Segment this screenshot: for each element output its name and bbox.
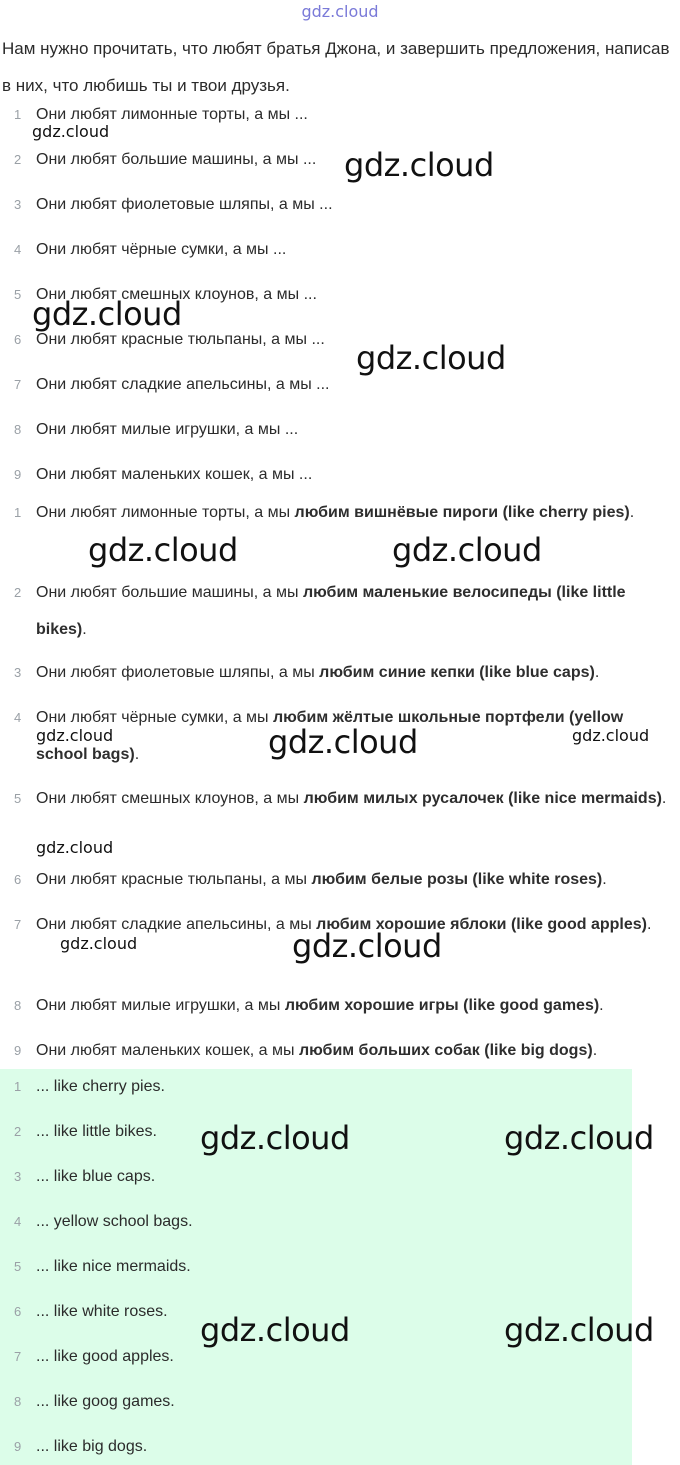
item-number: 7 [14,917,22,932]
answer-highlight: любим милых русалочек (like nice mermaids) [303,790,662,807]
answer-highlight: любим синие кепки (like blue caps) [319,664,595,681]
answer-highlight: любим хорошие игры (like good games) [284,997,600,1014]
item-text: Они любят чёрные сумки, а мы любим жёлтые школьные портфели (yellow school bags). [36,709,624,763]
item-text: Они любят смешных клоунов, а мы ... [36,286,317,303]
item-text: Они любят большие машины, а мы любим маленькие велосипеды (like little bikes). [36,584,626,638]
site-brand[interactable]: gdz.cloud [301,2,379,21]
watermark: gdz.cloud [572,726,650,745]
watermark: gdz.cloud [32,295,182,333]
answer-highlight: любим маленькие велосипеды (like little bikes) [36,584,626,638]
item-text: Они любят милые игрушки, а мы любим хорошие игры (like good games). [36,997,604,1014]
item-number: 2 [14,1124,22,1139]
item-text: Они любят милые игрушки, а мы ... [36,421,299,438]
watermark: gdz.cloud [504,1119,654,1157]
item-number: 8 [14,1394,22,1409]
item-text: Они любят чёрные сумки, а мы ... [36,241,287,258]
item-text: Они любят красные тюльпаны, а мы ... [36,331,325,348]
item-number: 3 [14,665,22,680]
item-text: ... like little bikes. [36,1123,157,1140]
item-number: 4 [14,242,22,257]
item-number: 7 [14,1349,22,1364]
item-number: 2 [14,152,22,167]
item-number: 1 [14,1079,22,1094]
item-number: 1 [14,505,22,520]
item-text: Они любят красные тюльпаны, а мы любим белые розы (like white roses). [36,871,607,888]
intro-text: Нам нужно прочитать, что любят братья Джона, и завершить предложения, написав в них, что любишь ты и твои друзья. [2,39,670,95]
item-text: Они любят фиолетовые шляпы, а мы ... [36,196,333,213]
item-text: ... like goog games. [36,1393,175,1410]
watermark: gdz.cloud [392,531,542,569]
item-text: ... like blue caps. [36,1168,156,1185]
item-text: Они любят большие машины, а мы ... [36,151,317,168]
watermark: gdz.cloud [36,838,114,857]
watermark: gdz.cloud [292,927,442,965]
item-number: 1 [14,107,22,122]
item-number: 7 [14,377,22,392]
item-text: Они любят лимонные торты, а мы любим вишнёвые пироги (like cherry pies). [36,504,635,521]
item-text: ... like cherry pies. [36,1078,165,1095]
item-text: Они любят сладкие апельсины, а мы любим хорошие яблоки (like good apples). [36,916,652,933]
item-number: 5 [14,791,22,806]
item-number: 4 [14,1214,22,1229]
answer-highlight: любим хорошие яблоки (like good apples) [316,916,647,933]
watermark: gdz.cloud [344,146,494,184]
watermark: gdz.cloud [32,122,110,141]
item-number: 6 [14,872,22,887]
item-number: 9 [14,1439,22,1454]
item-text: ... like big dogs. [36,1438,148,1455]
item-text: Они любят сладкие апельсины, а мы ... [36,376,330,393]
item-text: Они любят смешных клоунов, а мы любим милых русалочек (like nice mermaids). [36,790,667,807]
item-text: Они любят маленьких кошек, а мы любим больших собак (like big dogs). [36,1042,598,1059]
watermark: gdz.cloud [268,723,418,761]
item-text: ... like good apples. [36,1348,174,1365]
item-number: 5 [14,287,22,302]
item-text: ... like nice mermaids. [36,1258,191,1275]
item-number: 9 [14,467,22,482]
item-number: 3 [14,1169,22,1184]
watermark: gdz.cloud [504,1311,654,1349]
item-text: ... yellow school bags. [36,1213,193,1230]
item-number: 5 [14,1259,22,1274]
answer-highlight: любим белые розы (like white roses) [311,871,603,888]
answer-highlight: любим жёлтые школьные портфели (yellow school bags) [36,709,624,763]
watermark: gdz.cloud [88,531,238,569]
answer-highlight: любим вишнёвые пироги (like cherry pies) [294,504,630,521]
item-number: 6 [14,1304,22,1319]
item-text: ... like white roses. [36,1303,168,1320]
item-text: Они любят фиолетовые шляпы, а мы любим синие кепки (like blue caps). [36,664,600,681]
item-number: 6 [14,332,22,347]
item-text: Они любят лимонные торты, а мы ... [36,106,308,123]
watermark: gdz.cloud [200,1311,350,1349]
item-number: 3 [14,197,22,212]
item-number: 4 [14,710,22,725]
watermark: gdz.cloud [200,1119,350,1157]
item-number: 8 [14,998,22,1013]
answer-highlight: любим больших собак (like big dogs) [298,1042,593,1059]
item-number: 2 [14,585,22,600]
item-text: Они любят маленьких кошек, а мы ... [36,466,313,483]
item-number: 9 [14,1043,22,1058]
watermark: gdz.cloud [356,339,506,377]
item-number: 8 [14,422,22,437]
watermark: gdz.cloud [60,934,138,953]
watermark: gdz.cloud [36,726,114,745]
